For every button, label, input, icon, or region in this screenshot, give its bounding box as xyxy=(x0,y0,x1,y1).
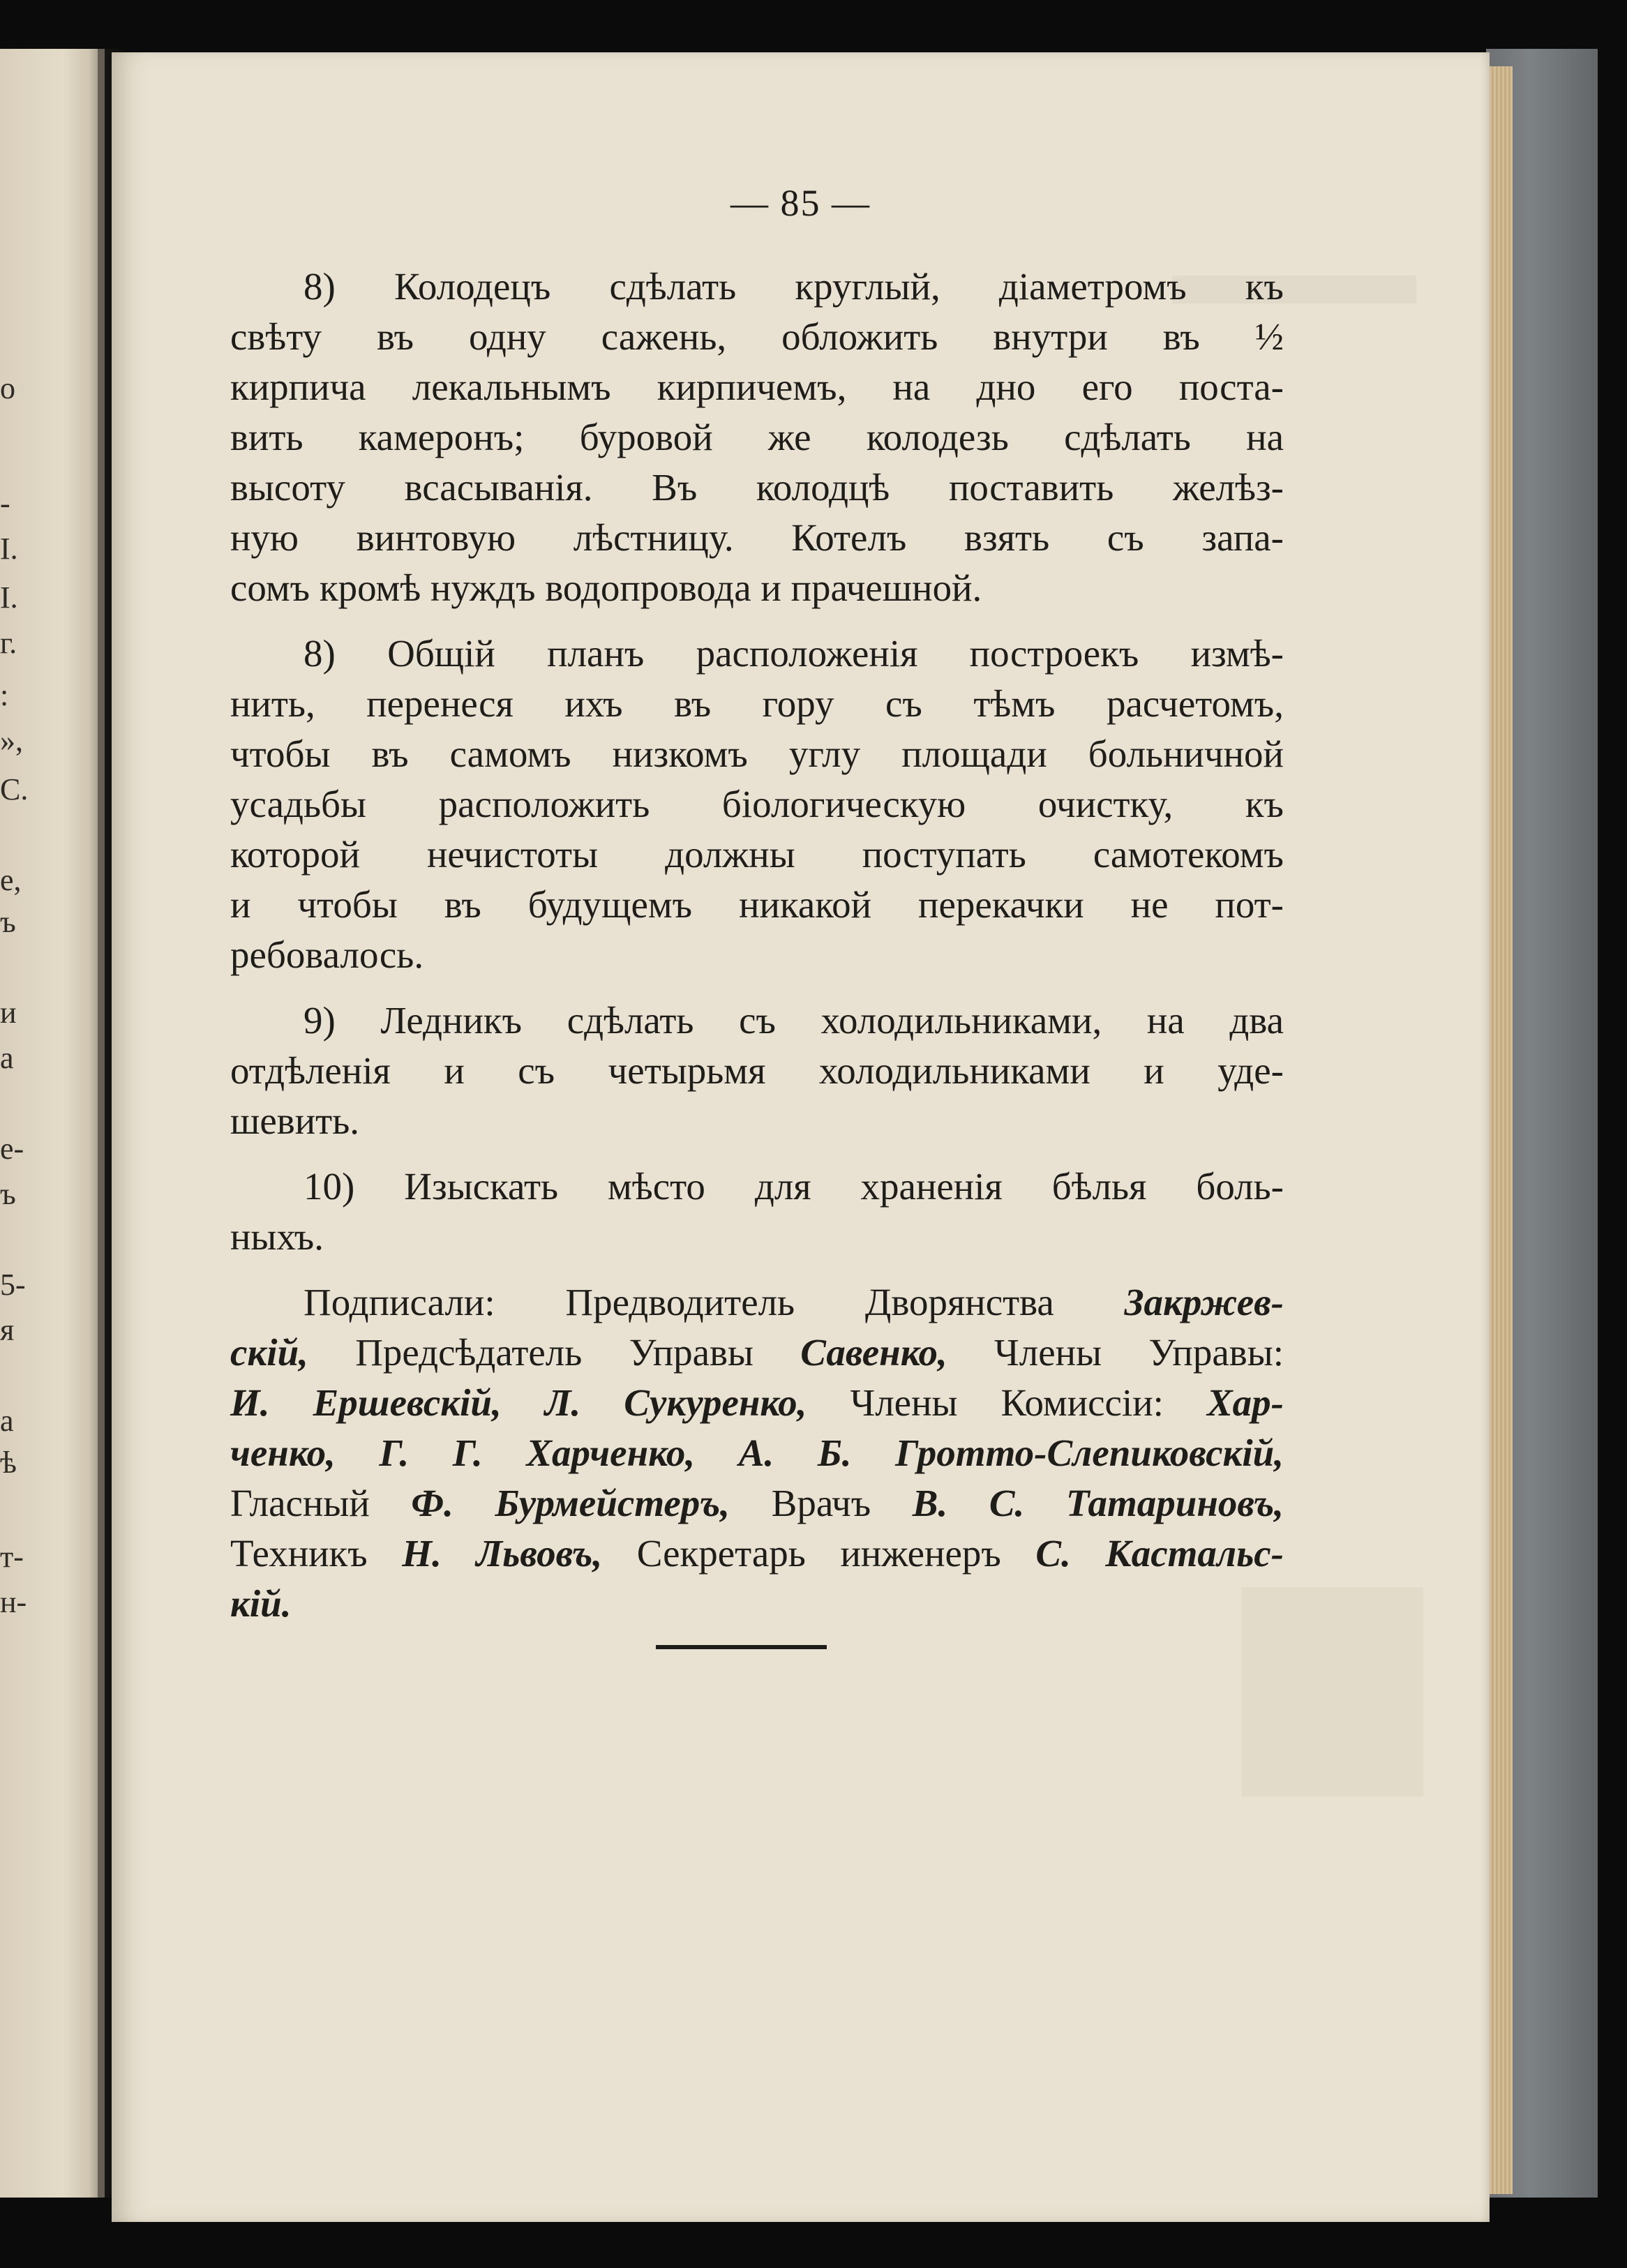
left-page-text-fragment: ѣ xyxy=(0,1445,17,1480)
text-line: и чтобы въ будущемъ никакой перекачки не пот- xyxy=(230,883,1284,926)
text-line: ную винтовую лѣстницу. Котелъ взять съ запа- xyxy=(230,516,1284,559)
left-page-text-fragment: е, xyxy=(0,863,22,897)
text-line: которой нечистоты должны поступать самотекомъ xyxy=(230,833,1284,876)
sig-text: Члены Комиссіи: xyxy=(807,1381,1207,1424)
text-line: высоту всасыванія. Въ колодцѣ поставить желѣз- xyxy=(230,466,1284,509)
left-page-text-fragment: - xyxy=(0,486,10,520)
text-line: чтобы въ самомъ низкомъ углу площади больничной xyxy=(230,733,1284,775)
sig-text: Члены Управы: xyxy=(947,1331,1284,1374)
paragraph xyxy=(230,996,1284,1146)
paragraphs xyxy=(230,262,1284,1262)
signature-line xyxy=(230,1277,1284,1328)
text-line: ребовалось. xyxy=(230,933,424,976)
sig-name: С. Кастальс- xyxy=(1035,1532,1284,1575)
sig-name: Савенко, xyxy=(800,1331,947,1374)
text-line: 9) Ледникъ сдѣлать съ холодильниками, на два xyxy=(303,999,1284,1042)
sig-name: кій. xyxy=(230,1582,292,1625)
signature-line xyxy=(230,1428,1284,1478)
left-page-text-fragment: 5- xyxy=(0,1268,26,1302)
sig-text: Техникъ xyxy=(230,1532,403,1575)
left-page-text-fragment: I. xyxy=(0,580,18,615)
paragraph xyxy=(230,262,1284,613)
sig-text: Врачъ xyxy=(730,1482,913,1524)
text-line: нить, перенеся ихъ въ гору съ тѣмъ расчетомъ, xyxy=(230,682,1284,725)
page-body xyxy=(230,262,1284,1629)
sig-name: ченко, Г. Г. Харченко, А. Б. Гротто-Слепиковскій, xyxy=(230,1432,1284,1474)
sig-name: Ф. Бурмейстеръ, xyxy=(411,1482,730,1524)
text-line: кирпича лекальнымъ кирпичемъ, на дно его поста- xyxy=(230,366,1284,408)
text-line: усадьбы расположить біологическую очистку, къ xyxy=(230,783,1284,825)
left-page-text-fragment: я xyxy=(0,1313,15,1347)
left-page-text-fragment: », xyxy=(0,723,23,758)
signature-line xyxy=(230,1529,1284,1579)
left-page-fragment xyxy=(0,49,105,2198)
sig-name: Закржев- xyxy=(1124,1281,1284,1323)
paragraph xyxy=(230,629,1284,980)
left-page-text-fragment: ъ xyxy=(0,905,16,939)
sig-text: Подписали: Предводитель Дворянства xyxy=(303,1281,1125,1323)
book-page xyxy=(112,52,1490,2222)
paragraph xyxy=(230,1162,1284,1262)
left-page-text-fragment: е- xyxy=(0,1132,24,1166)
left-page-text-fragment: о xyxy=(0,371,15,405)
text-line: отдѣленія и съ четырьмя холодильниками и уде- xyxy=(230,1049,1284,1092)
signatures-paragraph xyxy=(230,1277,1284,1629)
text-line: ныхъ. xyxy=(230,1215,324,1258)
closing-rule xyxy=(656,1645,827,1649)
left-page-text-fragment: г. xyxy=(0,626,17,660)
left-page-text-fragment: С. xyxy=(0,772,29,806)
sig-text: Секретарь инженеръ xyxy=(602,1532,1036,1575)
text-line: свѣту въ одну сажень, обложить внутри въ ½ xyxy=(230,315,1284,358)
left-page-text-fragment: ъ xyxy=(0,1177,16,1211)
text-line: сомъ кромѣ нуждъ водопровода и прачешной. xyxy=(230,566,982,609)
left-page-text-fragment: : xyxy=(0,678,9,712)
text-line: 8) Колодецъ сдѣлать круглый, діаметромъ къ xyxy=(303,265,1284,308)
sig-text: Предсѣдатель Управы xyxy=(308,1331,801,1374)
page-number: — 85 — xyxy=(730,182,871,224)
sig-name: И. Ершевскій, Л. Сукуренко, xyxy=(230,1381,807,1424)
signature-line xyxy=(230,1579,1284,1629)
signature-line xyxy=(230,1378,1284,1428)
sig-name: В. С. Татариновъ, xyxy=(912,1482,1284,1524)
left-page-text-fragment: т- xyxy=(0,1540,24,1574)
left-page-text-fragment: I. xyxy=(0,532,18,566)
left-page-text-fragment: н- xyxy=(0,1585,27,1619)
text-line: 8) Общій планъ расположенія построекъ измѣ- xyxy=(303,632,1284,675)
sig-name: Н. Львовъ, xyxy=(402,1532,603,1575)
text-line: вить камеронъ; буровой же колодезь сдѣлать на xyxy=(230,416,1284,458)
signature-line xyxy=(230,1478,1284,1529)
left-page-text-fragment: и xyxy=(0,996,17,1030)
sig-name: Хар- xyxy=(1207,1381,1284,1424)
sig-text: Гласный xyxy=(230,1482,412,1524)
left-page-text-fragment: а xyxy=(0,1041,14,1075)
sig-name: скій, xyxy=(230,1331,308,1374)
left-page-text-fragment: а xyxy=(0,1404,14,1438)
text-line: 10) Изыскать мѣсто для храненія бѣлья боль- xyxy=(303,1165,1284,1208)
text-line: шевить. xyxy=(230,1099,360,1142)
signature-line xyxy=(230,1328,1284,1378)
